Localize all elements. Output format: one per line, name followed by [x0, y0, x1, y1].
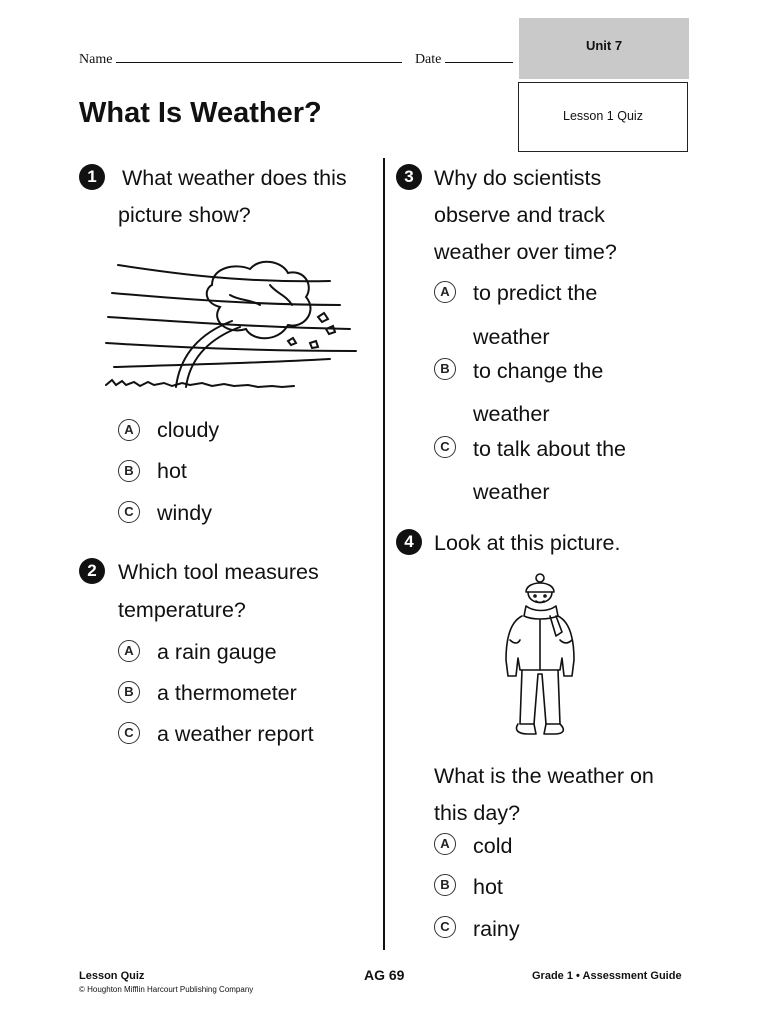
date-label: Date	[414, 52, 442, 67]
q3-option-b-bubble[interactable]: B	[434, 358, 456, 380]
question-3-line-1: Why do scientists	[434, 166, 602, 190]
q4-option-a-bubble[interactable]: A	[434, 833, 456, 855]
q3-option-c-line-1: to talk about the	[473, 437, 626, 461]
question-number-1: 1	[79, 164, 105, 190]
q1-option-a-text: cloudy	[157, 418, 220, 442]
question-4-text: Look at this picture.	[434, 531, 621, 555]
q2-option-c-bubble[interactable]: C	[118, 722, 140, 744]
q1-option-c-text: windy	[157, 501, 212, 525]
q3-option-a-line-2: weather	[473, 325, 550, 349]
q4-option-a-text: cold	[473, 834, 513, 858]
name-label: Name	[79, 52, 113, 67]
question-4-follow-line-1: What is the weather on	[434, 764, 654, 788]
question-number-3: 3	[396, 164, 422, 190]
q2-option-a-text: a rain gauge	[157, 640, 277, 664]
q3-option-a-bubble[interactable]: A	[434, 281, 456, 303]
question-2-line-2: temperature?	[118, 598, 246, 622]
q2-option-a-bubble[interactable]: A	[118, 640, 140, 662]
q1-option-b-bubble[interactable]: B	[118, 460, 140, 482]
q4-option-c-bubble[interactable]: C	[434, 916, 456, 938]
q4-option-b-bubble[interactable]: B	[434, 874, 456, 896]
child-in-winter-clothes-illustration	[498, 570, 582, 738]
name-field[interactable]	[116, 50, 402, 63]
q2-option-b-bubble[interactable]: B	[118, 681, 140, 703]
footer-guide-title: Grade 1 • Assessment Guide	[532, 970, 682, 982]
question-number-4: 4	[396, 529, 422, 555]
column-divider	[383, 158, 385, 950]
name-date-row	[79, 50, 513, 68]
unit-badge: Unit 7	[519, 18, 689, 79]
question-number-2: 2	[79, 558, 105, 584]
q1-option-b-text: hot	[157, 459, 187, 483]
q2-option-b-text: a thermometer	[157, 681, 297, 705]
question-3-line-3: weather over time?	[434, 240, 617, 264]
question-3-line-2: observe and track	[434, 203, 605, 227]
question-1-line-1: What weather does this	[122, 166, 347, 190]
date-field[interactable]	[445, 50, 513, 63]
page-title: What Is Weather?	[79, 97, 322, 129]
q3-option-c-bubble[interactable]: C	[434, 436, 456, 458]
footer-copyright: © Houghton Mifflin Harcourt Publishing Company	[79, 985, 254, 994]
q4-option-b-text: hot	[473, 875, 503, 899]
footer-page-number: AG 69	[364, 967, 405, 983]
q3-option-b-line-1: to change the	[473, 359, 604, 383]
q3-option-a-line-1: to predict the	[473, 281, 598, 305]
footer-lesson-quiz: Lesson Quiz	[79, 970, 145, 982]
q1-option-a-bubble[interactable]: A	[118, 419, 140, 441]
q3-option-c-line-2: weather	[473, 480, 550, 504]
q1-option-c-bubble[interactable]: C	[118, 501, 140, 523]
question-2-line-1: Which tool measures	[118, 560, 319, 584]
q2-option-c-text: a weather report	[157, 722, 314, 746]
q4-option-c-text: rainy	[473, 917, 520, 941]
question-1-line-2: picture show?	[118, 203, 251, 227]
q3-option-b-line-2: weather	[473, 402, 550, 426]
question-4-follow-line-2: this day?	[434, 801, 521, 825]
windy-tree-illustration	[100, 255, 362, 393]
lesson-badge: Lesson 1 Quiz	[518, 82, 688, 152]
